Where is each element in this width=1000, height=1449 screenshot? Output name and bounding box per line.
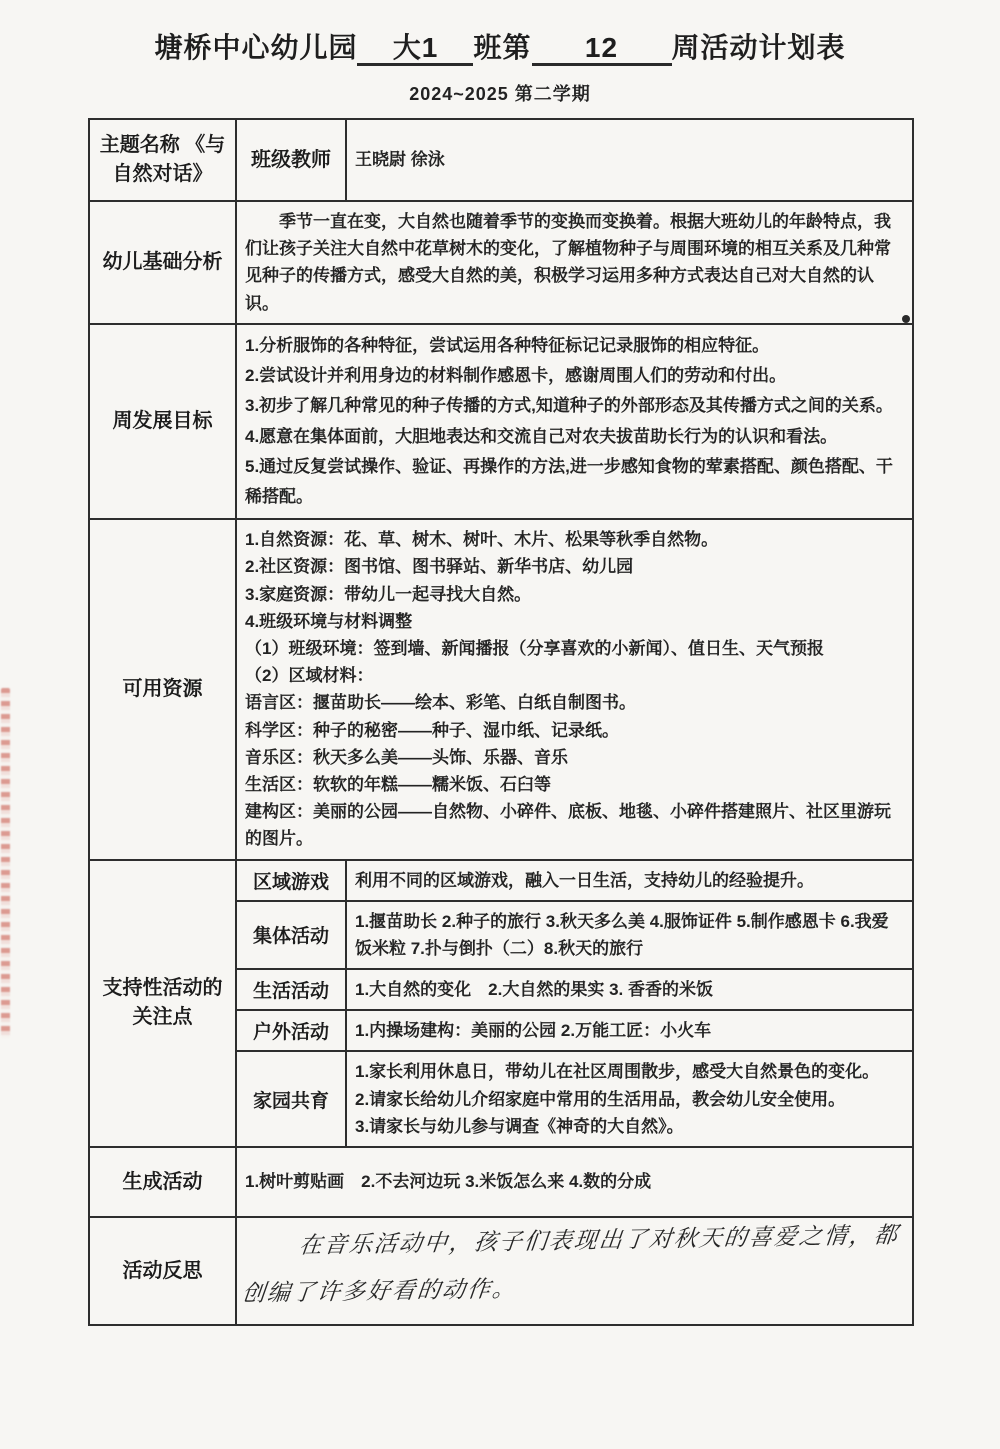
goal-item: 5.通过反复尝试操作、验证、再操作的方法,进一步感知食物的荤素搭配、颜色搭配、干稀搭配。 xyxy=(245,456,893,506)
support-category-life-activities: 生活活动 xyxy=(236,969,346,1010)
support-content-group-activities: 1.揠苗助长 2.种子的旅行 3.秋天多么美 4.服饰证件 5.制作感恩卡 6.我爱饭米粒 7.扑与倒扑（二）8.秋天的旅行 xyxy=(346,901,913,969)
teacher-label-cell: 班级教师 xyxy=(236,119,346,201)
goal-item: 2.尝试设计并利用身边的材料制作感恩卡，感谢周围人们的劳动和付出。 xyxy=(245,366,787,385)
title-tail-label: 周活动计划表 xyxy=(671,32,846,63)
class-blank-underline xyxy=(357,33,473,66)
handwritten-line: 在音乐活动中，孩子们表现出了对秋天的喜爱之情，都 xyxy=(297,1221,901,1258)
resource-item: 建构区：美丽的公园——自然物、小碎件、底板、地毯、小碎件搭建照片、社区里游玩的图片。 xyxy=(245,802,891,849)
support-content-home-coeducation xyxy=(346,1051,913,1147)
home-coeducation-item: 3.请家长与幼儿参与调查《神奇的大自然》。 xyxy=(355,1116,684,1136)
resources-content-cell xyxy=(236,519,913,859)
resource-item: 生活区：软软的年糕——糯米饭、石臼等 xyxy=(245,774,551,794)
handwritten-note xyxy=(236,1217,911,1317)
theme-label-line2: 《与自然对话》 xyxy=(112,134,226,185)
goal-item: 4.愿意在集体面前，大胆地表达和交流自己对农夫拔苗助长行为的认识和看法。 xyxy=(245,426,838,446)
goals-content-cell xyxy=(236,324,913,520)
resource-item: 语言区：揠苗助长——绘本、彩笔、白纸自制图书。 xyxy=(245,693,636,713)
resource-item: 3.家庭资源：带幼儿一起寻找大自然。 xyxy=(245,584,532,604)
week-value: 12 xyxy=(584,32,619,63)
home-coeducation-item: 2.请家长给幼儿介绍家庭中常用的生活用品，教会幼儿安全使用。 xyxy=(355,1089,846,1109)
analysis-label-cell: 幼儿基础分析 xyxy=(89,201,236,324)
analysis-paragraph: 季节一直在变，大自然也随着季节的变换而变换着。根据大班幼儿的年龄特点，我们让孩子关注大自然中花草树木的变化，了解植物种子与周围环境的相互关系及几种常见种子的传播方式，感受大自然的美，积极学习运用多种方式表达自己对大自然的认识。 xyxy=(245,212,891,313)
theme-label-cell xyxy=(89,119,236,201)
semester-subtitle: 2024~2025 第二学期 xyxy=(409,84,591,104)
theme-label-line1: 主题名称 xyxy=(99,134,180,156)
teachers-cell: 王晓尉 徐泳 xyxy=(346,119,913,201)
generated-content-cell: 1.树叶剪贴画 2.不去河边玩 3.米饭怎么来 4.数的分成 xyxy=(236,1147,913,1217)
goal-item: 1.分析服饰的各种特征，尝试运用各种特征标记记录服饰的相应特征。 xyxy=(245,335,770,355)
class-value: 大1 xyxy=(392,32,439,63)
support-category-group-activities: 集体活动 xyxy=(236,901,346,969)
reflection-label-cell: 活动反思 xyxy=(89,1217,236,1325)
home-coeducation-item: 1.家长利用休息日，带幼儿在社区周围散步，感受大自然景色的变化。 xyxy=(355,1062,880,1082)
support-category-area-games: 区域游戏 xyxy=(236,860,346,901)
school-name: 塘桥中心幼儿园 xyxy=(154,32,358,63)
resources-label-cell: 可用资源 xyxy=(89,519,236,859)
left-margin-red-bleedthrough xyxy=(1,688,10,1038)
resource-item: 音乐区：秋天多么美——头饰、乐器、音乐 xyxy=(245,747,568,767)
resource-item: 2.社区资源：图书馆、图书驿站、新华书店、幼儿园 xyxy=(245,557,634,577)
support-content-area-games: 利用不同的区域游戏，融入一日生活，支持幼儿的经验提升。 xyxy=(346,860,913,901)
resource-item: 4.班级环境与材料调整 xyxy=(245,611,413,631)
analysis-content-cell xyxy=(236,201,913,324)
document-title xyxy=(0,26,1000,66)
resource-item: （2）区域材料： xyxy=(245,666,374,686)
support-content-outdoor-activities: 1.内操场建构：美丽的公园 2.万能工匠：小火车 xyxy=(346,1010,913,1051)
title-mid-label: 班第 xyxy=(473,32,532,63)
support-category-home-coeducation: 家园共育 xyxy=(236,1051,346,1147)
ink-speck xyxy=(902,315,910,323)
resource-item: （1）班级环境：签到墙、新闻播报（分享喜欢的小新闻）、值日生、天气预报 xyxy=(245,639,824,658)
resource-item: 1.自然资源：花、草、树木、树叶、木片、松果等秋季自然物。 xyxy=(245,530,719,550)
support-category-outdoor-activities: 户外活动 xyxy=(236,1010,346,1051)
handwritten-line: 创编了许多好看的动作。 xyxy=(240,1275,519,1307)
goals-label-cell: 周发展目标 xyxy=(89,324,236,520)
plan-table xyxy=(88,118,914,1326)
week-blank-underline xyxy=(532,33,672,66)
goal-item: 3.初步了解几种常见的种子传播的方式,知道种子的外部形态及其传播方式之间的关系。 xyxy=(245,396,893,416)
support-label-cell: 支持性活动的关注点 xyxy=(89,860,236,1148)
generated-label-cell: 生成活动 xyxy=(89,1147,236,1217)
support-content-life-activities: 1.大自然的变化 2.大自然的果实 3. 香香的米饭 xyxy=(346,969,913,1010)
reflection-content-cell xyxy=(236,1217,913,1325)
resource-item: 科学区：种子的秘密——种子、湿巾纸、记录纸。 xyxy=(245,720,619,740)
